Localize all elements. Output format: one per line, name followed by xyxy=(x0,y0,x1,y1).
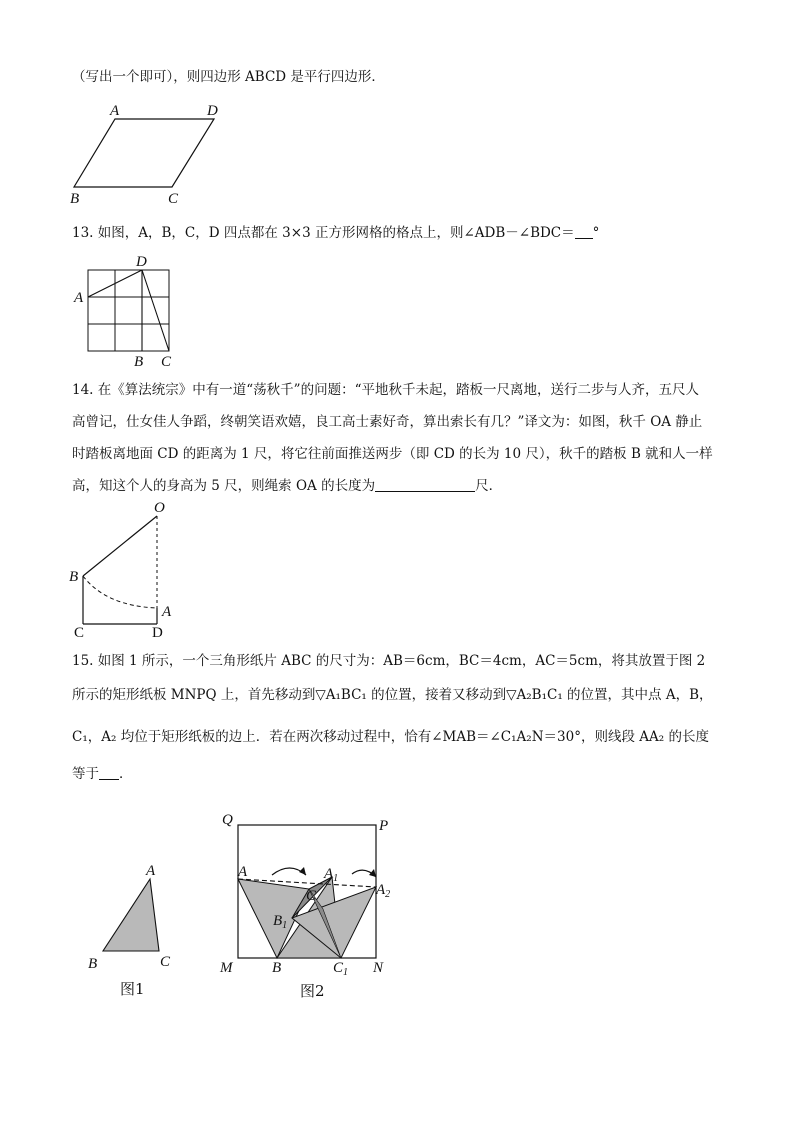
swing-arc xyxy=(83,576,157,608)
q13-grid-figure xyxy=(70,250,190,370)
label-C: C xyxy=(74,625,85,641)
q15-figure-1 xyxy=(82,855,192,1005)
q15-answer-blank[interactable] xyxy=(99,765,119,780)
q12-parallelogram-figure xyxy=(66,100,236,208)
grid-segments xyxy=(88,270,169,351)
q15-line-2: 所示的矩形纸板 MNPQ 上，首先移动到▽A₁BC₁ 的位置，接着又移动到▽A₂B₁C₁ 的位置，其中点 A，B， xyxy=(72,687,713,703)
q14-line-1: 14. 在《算法统宗》中有一道“荡秋千”的问题：“平地秋千未起，踏板一尺离地，送行二步与人齐，五尺人 xyxy=(72,382,699,398)
label-A: A xyxy=(74,290,84,306)
q15-line-1: 15. 如图 1 所示，一个三角形纸片 ABC 的尺寸为：AB＝6cm，BC＝4cm，AC＝5cm，将其放置于图 2 xyxy=(72,653,706,669)
grid-3x3 xyxy=(88,270,169,351)
parallelogram-abcd xyxy=(74,119,214,187)
q13-degree: ° xyxy=(592,225,600,241)
label-B: B xyxy=(69,569,79,585)
q15-text: 等于 xyxy=(72,766,99,782)
figure-2-caption: 图2 xyxy=(300,982,325,1000)
label-B: B xyxy=(272,960,282,976)
q15-line-4 xyxy=(72,764,732,784)
q14-text: 高，知这个人的身高为 5 尺，则绳索 OA 的长度为 xyxy=(72,478,376,494)
label-C: C xyxy=(168,191,179,207)
move-arrow-1-head xyxy=(299,867,306,875)
q14-unit: 尺． xyxy=(475,478,503,494)
q13-answer-blank[interactable] xyxy=(575,224,593,239)
q15-line-3: C₁，A₂ 均位于矩形纸板的边上．若在两次移动过程中，恰有∠MAB＝∠C₁A₂N＝30°，则线段 AA₂ 的长度 xyxy=(72,729,709,745)
label-A: A xyxy=(238,864,248,880)
label-A1: $A_1$ xyxy=(324,866,339,884)
triangle-abc xyxy=(103,879,159,951)
label-O: O xyxy=(154,500,165,516)
label-B: B xyxy=(134,354,144,370)
label-D: D xyxy=(207,103,218,119)
q12-tail-text: （写出一个即可），则四边形 ABCD 是平行四边形． xyxy=(72,69,385,85)
q14-answer-blank[interactable] xyxy=(375,477,475,492)
q15-figure-2 xyxy=(210,805,410,1005)
label-C: C xyxy=(161,354,172,370)
figure-1-caption: 图1 xyxy=(120,980,145,998)
label-B1: $B_1$ xyxy=(273,913,288,931)
rope-OB xyxy=(83,516,157,576)
q14-line-4 xyxy=(72,476,732,496)
label-B: B xyxy=(88,956,98,972)
label-Q: Q xyxy=(222,812,233,828)
q14-swing-figure xyxy=(66,498,196,643)
label-A2: $A_2$ xyxy=(376,882,391,900)
label-A: A xyxy=(110,103,120,119)
q13-text: 13. 如图，A，B，C，D 四点都在 3×3 正方形网格的格点上，则∠ADB－∠BDC＝ xyxy=(72,225,575,241)
label-M: M xyxy=(220,960,233,976)
label-A: A xyxy=(162,604,172,620)
label-B: B xyxy=(70,191,80,207)
label-C1: $C_1$ xyxy=(333,960,349,978)
q15-period: ． xyxy=(119,766,133,782)
q13-question xyxy=(72,223,732,243)
label-C: C xyxy=(306,888,317,904)
q14-line-2: 高曾记，仕女佳人争蹈，终朝笑语欢嬉，良工高士素好奇，算出索长有几？”译文为：如图，秋千 OA 静止 xyxy=(72,414,703,430)
label-D: D xyxy=(152,625,163,641)
label-N: N xyxy=(373,960,384,976)
label-A: A xyxy=(146,863,156,879)
label-C: C xyxy=(160,954,171,970)
label-D: D xyxy=(136,254,147,270)
q14-line-3: 时踏板离地面 CD 的距离为 1 尺，将它往前面推送两步（即 CD 的长为 10 尺），秋千的踏板 B 就和人一样 xyxy=(72,446,713,462)
label-P: P xyxy=(379,818,389,834)
